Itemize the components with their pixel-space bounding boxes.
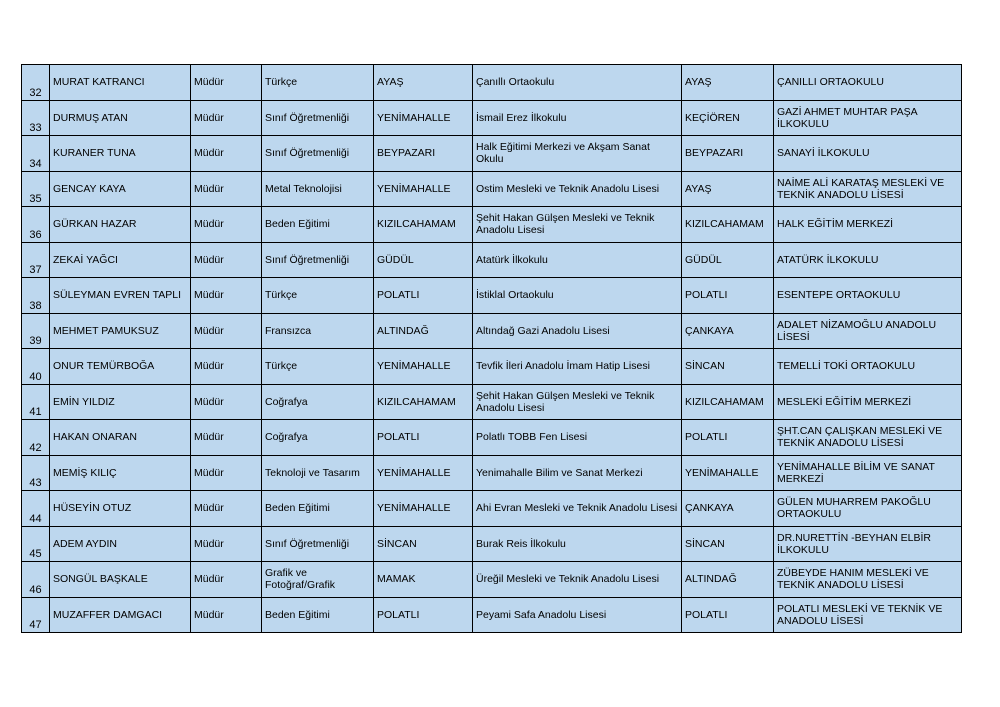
title-cell: Müdür bbox=[191, 597, 262, 633]
current-district-cell: POLATLI bbox=[374, 597, 473, 633]
name-cell: EMİN YILDIZ bbox=[50, 384, 191, 420]
table-row bbox=[22, 100, 962, 136]
current-school-cell: Burak Reis İlkokulu bbox=[473, 526, 682, 562]
branch-cell: Sınıf Öğretmenliği bbox=[262, 136, 374, 172]
name-cell: HAKAN ONARAN bbox=[50, 420, 191, 456]
table-body bbox=[22, 65, 962, 633]
current-school-cell: Şehit Hakan Gülşen Mesleki ve Teknik Anadolu Lisesi bbox=[473, 384, 682, 420]
row-number-cell: 44 bbox=[22, 491, 50, 527]
new-district-cell: YENİMAHALLE bbox=[682, 455, 774, 491]
title-cell: Müdür bbox=[191, 420, 262, 456]
current-district-cell: YENİMAHALLE bbox=[374, 100, 473, 136]
new-district-cell: ÇANKAYA bbox=[682, 313, 774, 349]
row-number-cell: 34 bbox=[22, 136, 50, 172]
branch-cell: Metal Teknolojisi bbox=[262, 171, 374, 207]
current-district-cell: YENİMAHALLE bbox=[374, 171, 473, 207]
new-district-cell: BEYPAZARI bbox=[682, 136, 774, 172]
table-row bbox=[22, 278, 962, 314]
table-row bbox=[22, 313, 962, 349]
branch-cell: Beden Eğitimi bbox=[262, 491, 374, 527]
new-school-cell: NAİME ALİ KARATAŞ MESLEKİ VE TEKNİK ANADOLU LİSESİ bbox=[774, 171, 962, 207]
new-district-cell: POLATLI bbox=[682, 420, 774, 456]
row-number-cell: 47 bbox=[22, 597, 50, 633]
new-district-cell: KIZILCAHAMAM bbox=[682, 384, 774, 420]
new-school-cell: ESENTEPE ORTAOKULU bbox=[774, 278, 962, 314]
name-cell: ADEM AYDIN bbox=[50, 526, 191, 562]
current-school-cell: İsmail Erez İlkokulu bbox=[473, 100, 682, 136]
title-cell: Müdür bbox=[191, 526, 262, 562]
row-number-cell: 39 bbox=[22, 313, 50, 349]
name-cell: MEHMET PAMUKSUZ bbox=[50, 313, 191, 349]
current-district-cell: KIZILCAHAMAM bbox=[374, 207, 473, 243]
branch-cell: Türkçe bbox=[262, 349, 374, 385]
row-number-cell: 42 bbox=[22, 420, 50, 456]
current-district-cell: YENİMAHALLE bbox=[374, 349, 473, 385]
row-number-cell: 35 bbox=[22, 171, 50, 207]
branch-cell: Coğrafya bbox=[262, 384, 374, 420]
title-cell: Müdür bbox=[191, 136, 262, 172]
current-school-cell: Şehit Hakan Gülşen Mesleki ve Teknik Anadolu Lisesi bbox=[473, 207, 682, 243]
name-cell: ZEKAİ YAĞCI bbox=[50, 242, 191, 278]
branch-cell: Teknoloji ve Tasarım bbox=[262, 455, 374, 491]
branch-cell: Sınıf Öğretmenliği bbox=[262, 100, 374, 136]
new-district-cell: KIZILCAHAMAM bbox=[682, 207, 774, 243]
title-cell: Müdür bbox=[191, 65, 262, 101]
new-district-cell: ÇANKAYA bbox=[682, 491, 774, 527]
new-school-cell: MESLEKİ EĞİTİM MERKEZİ bbox=[774, 384, 962, 420]
row-number-cell: 43 bbox=[22, 455, 50, 491]
name-cell: KURANER TUNA bbox=[50, 136, 191, 172]
current-district-cell: YENİMAHALLE bbox=[374, 455, 473, 491]
title-cell: Müdür bbox=[191, 491, 262, 527]
title-cell: Müdür bbox=[191, 455, 262, 491]
current-school-cell: Halk Eğitimi Merkezi ve Akşam Sanat Okulu bbox=[473, 136, 682, 172]
current-school-cell: Ahi Evran Mesleki ve Teknik Anadolu Lisesi bbox=[473, 491, 682, 527]
name-cell: GENCAY KAYA bbox=[50, 171, 191, 207]
new-district-cell: SİNCAN bbox=[682, 526, 774, 562]
title-cell: Müdür bbox=[191, 171, 262, 207]
current-school-cell: Polatlı TOBB Fen Lisesi bbox=[473, 420, 682, 456]
row-number-cell: 46 bbox=[22, 562, 50, 598]
new-school-cell: ZÜBEYDE HANIM MESLEKİ VE TEKNİK ANADOLU LİSESİ bbox=[774, 562, 962, 598]
current-district-cell: GÜDÜL bbox=[374, 242, 473, 278]
title-cell: Müdür bbox=[191, 562, 262, 598]
current-school-cell: Ostim Mesleki ve Teknik Anadolu Lisesi bbox=[473, 171, 682, 207]
current-district-cell: POLATLI bbox=[374, 420, 473, 456]
current-district-cell: KIZILCAHAMAM bbox=[374, 384, 473, 420]
new-school-cell: HALK EĞİTİM MERKEZİ bbox=[774, 207, 962, 243]
name-cell: MUZAFFER DAMGACI bbox=[50, 597, 191, 633]
new-school-cell: GAZİ AHMET MUHTAR PAŞA İLKOKULU bbox=[774, 100, 962, 136]
table-row bbox=[22, 136, 962, 172]
name-cell: DURMUŞ ATAN bbox=[50, 100, 191, 136]
row-number-cell: 40 bbox=[22, 349, 50, 385]
branch-cell: Fransızca bbox=[262, 313, 374, 349]
current-school-cell: Üreğil Mesleki ve Teknik Anadolu Lisesi bbox=[473, 562, 682, 598]
row-number-cell: 33 bbox=[22, 100, 50, 136]
new-district-cell: POLATLI bbox=[682, 597, 774, 633]
new-school-cell: ŞHT.CAN ÇALIŞKAN MESLEKİ VE TEKNİK ANADOLU LİSESİ bbox=[774, 420, 962, 456]
new-school-cell: POLATLI MESLEKİ VE TEKNİK VE ANADOLU LİSESİ bbox=[774, 597, 962, 633]
current-school-cell: Altındağ Gazi Anadolu Lisesi bbox=[473, 313, 682, 349]
table-row bbox=[22, 65, 962, 101]
title-cell: Müdür bbox=[191, 100, 262, 136]
current-school-cell: Çanıllı Ortaokulu bbox=[473, 65, 682, 101]
current-district-cell: POLATLI bbox=[374, 278, 473, 314]
current-district-cell: SİNCAN bbox=[374, 526, 473, 562]
new-school-cell: DR.NURETTİN -BEYHAN ELBİR İLKOKULU bbox=[774, 526, 962, 562]
row-number-cell: 36 bbox=[22, 207, 50, 243]
name-cell: MEMİŞ KILIÇ bbox=[50, 455, 191, 491]
table-row bbox=[22, 491, 962, 527]
branch-cell: Türkçe bbox=[262, 278, 374, 314]
current-school-cell: Atatürk İlkokulu bbox=[473, 242, 682, 278]
title-cell: Müdür bbox=[191, 207, 262, 243]
new-district-cell: AYAŞ bbox=[682, 65, 774, 101]
name-cell: ONUR TEMÜRBOĞA bbox=[50, 349, 191, 385]
new-district-cell: KEÇİÖREN bbox=[682, 100, 774, 136]
table-row bbox=[22, 455, 962, 491]
name-cell: SÜLEYMAN EVREN TAPLI bbox=[50, 278, 191, 314]
new-school-cell: ATATÜRK İLKOKULU bbox=[774, 242, 962, 278]
table-row bbox=[22, 597, 962, 633]
branch-cell: Türkçe bbox=[262, 65, 374, 101]
row-number-cell: 32 bbox=[22, 65, 50, 101]
new-school-cell: ÇANILLI ORTAOKULU bbox=[774, 65, 962, 101]
title-cell: Müdür bbox=[191, 313, 262, 349]
table-row bbox=[22, 207, 962, 243]
title-cell: Müdür bbox=[191, 349, 262, 385]
table-row bbox=[22, 526, 962, 562]
row-number-cell: 37 bbox=[22, 242, 50, 278]
name-cell: SONGÜL BAŞKALE bbox=[50, 562, 191, 598]
name-cell: GÜRKAN HAZAR bbox=[50, 207, 191, 243]
new-district-cell: ALTINDAĞ bbox=[682, 562, 774, 598]
current-school-cell: Tevfik İleri Anadolu İmam Hatip Lisesi bbox=[473, 349, 682, 385]
table-row bbox=[22, 562, 962, 598]
branch-cell: Sınıf Öğretmenliği bbox=[262, 242, 374, 278]
row-number-cell: 45 bbox=[22, 526, 50, 562]
current-district-cell: BEYPAZARI bbox=[374, 136, 473, 172]
new-district-cell: AYAŞ bbox=[682, 171, 774, 207]
new-district-cell: SİNCAN bbox=[682, 349, 774, 385]
current-district-cell: MAMAK bbox=[374, 562, 473, 598]
new-school-cell: GÜLEN MUHARREM PAKOĞLU ORTAOKULU bbox=[774, 491, 962, 527]
table-row bbox=[22, 384, 962, 420]
branch-cell: Coğrafya bbox=[262, 420, 374, 456]
title-cell: Müdür bbox=[191, 384, 262, 420]
row-number-cell: 41 bbox=[22, 384, 50, 420]
current-school-cell: İstiklal Ortaokulu bbox=[473, 278, 682, 314]
row-number-cell: 38 bbox=[22, 278, 50, 314]
branch-cell: Sınıf Öğretmenliği bbox=[262, 526, 374, 562]
title-cell: Müdür bbox=[191, 242, 262, 278]
name-cell: MURAT KATRANCI bbox=[50, 65, 191, 101]
new-school-cell: YENİMAHALLE BİLİM VE SANAT MERKEZİ bbox=[774, 455, 962, 491]
current-district-cell: ALTINDAĞ bbox=[374, 313, 473, 349]
branch-cell: Beden Eğitimi bbox=[262, 597, 374, 633]
table-row bbox=[22, 349, 962, 385]
current-school-cell: Yenimahalle Bilim ve Sanat Merkezi bbox=[473, 455, 682, 491]
table-row bbox=[22, 242, 962, 278]
current-school-cell: Peyami Safa Anadolu Lisesi bbox=[473, 597, 682, 633]
branch-cell: Grafik ve Fotoğraf/Grafik bbox=[262, 562, 374, 598]
new-school-cell: TEMELLİ TOKİ ORTAOKULU bbox=[774, 349, 962, 385]
assignment-table bbox=[21, 64, 962, 633]
new-school-cell: SANAYİ İLKOKULU bbox=[774, 136, 962, 172]
new-school-cell: ADALET NİZAMOĞLU ANADOLU LİSESİ bbox=[774, 313, 962, 349]
name-cell: HÜSEYİN OTUZ bbox=[50, 491, 191, 527]
title-cell: Müdür bbox=[191, 278, 262, 314]
new-district-cell: GÜDÜL bbox=[682, 242, 774, 278]
table-row bbox=[22, 420, 962, 456]
new-district-cell: POLATLI bbox=[682, 278, 774, 314]
current-district-cell: AYAŞ bbox=[374, 65, 473, 101]
table-row bbox=[22, 171, 962, 207]
current-district-cell: YENİMAHALLE bbox=[374, 491, 473, 527]
branch-cell: Beden Eğitimi bbox=[262, 207, 374, 243]
